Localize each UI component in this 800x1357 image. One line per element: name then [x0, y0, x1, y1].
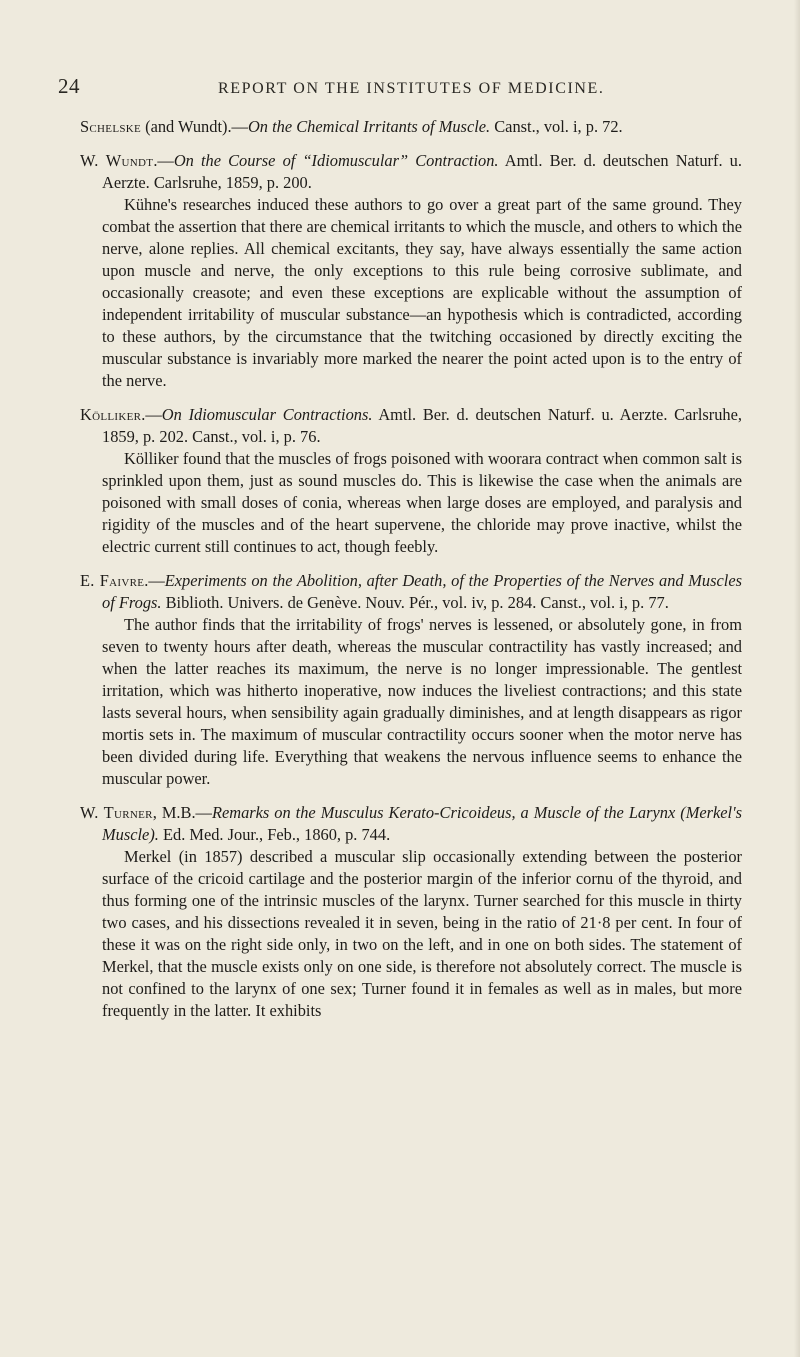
entry-title: On the Course of “Idiomuscular” Contraction. — [173, 151, 499, 170]
entry-source: Amtl. Ber. d. deutschen Naturf. u. Aerzte. Carlsruhe, 1859, p. 200. — [102, 151, 742, 192]
entry-title: On the Chemical Irritants of Muscle. — [247, 117, 491, 136]
page-edge-shadow — [794, 0, 800, 1357]
bibliography-entry — [80, 802, 742, 1022]
page-number: 24 — [58, 74, 80, 98]
entry-source: Ed. Med. Jour., Feb., 1860, p. 744. — [158, 825, 391, 844]
entry-source: Amtl. Ber. d. deutschen Naturf. u. Aerzte. Carlsruhe, 1859, p. 202. Canst., vol. i, p. 76. — [102, 405, 742, 446]
bibliography-entry — [80, 570, 742, 790]
entry-abstract: The author finds that the irritability of frogs' nerves is lessened, or absolutely gone, in from seven to twenty hours after death, whereas the muscular contractility has vastly increased; and when the latter reaches its maximum, the nerve is no longer impressionable. The gentlest irritation, which was hitherto inoperative, now induces the liveliest contractions; and this state lasts several hours, when sensibility again gradually diminishes, and at length disappears as rigor mortis sets in. The maximum of muscular contractility occurs sooner when the motor nerve has been divided during life. Everything that weakens the nervous influence seems to enhance the muscular power. — [102, 615, 742, 788]
bibliography-entry — [80, 116, 742, 138]
entry-title: Experiments on the Abolition, after Death, of the Properties of the Nerves and Muscles of Frogs. — [102, 571, 742, 612]
bibliography-entry — [80, 404, 742, 558]
entry-source: Biblioth. Univers. de Genève. Nouv. Pér., vol. iv, p. 284. Canst., vol. i, p. 77. — [161, 593, 669, 612]
entry-citation — [80, 116, 742, 138]
entry-citation — [80, 404, 742, 448]
entry-author: W. Wundt — [80, 151, 154, 170]
entry-source: Canst., vol. i, p. 72. — [490, 117, 623, 136]
entry-author: Kölliker — [80, 405, 142, 424]
bibliography-entry — [80, 150, 742, 392]
main-text — [80, 116, 742, 1034]
entry-citation — [80, 802, 742, 846]
entry-citation — [80, 150, 742, 194]
entry-lead: , M.B.— — [152, 803, 212, 822]
running-head — [58, 74, 758, 104]
entry-lead: (and Wundt).— — [141, 117, 248, 136]
entry-lead: .— — [153, 151, 174, 170]
entry-abstract: Kölliker found that the muscles of frogs poisoned with woorara contract when common salt is sprinkled upon them, just as sound muscles do. This is likewise the case when the animals are poisoned with small doses of conia, whereas when large doses are employed, and paralysis and rigidity of the muscles and of the heart supervene, the chloride may prove inactive, whilst the electric current still continues to act, though feebly. — [102, 449, 742, 556]
entry-lead: .— — [144, 571, 165, 590]
entry-title: Remarks on the Musculus Kerato-Cricoideus, a Muscle of the Larynx (Merkel's Muscle). — [102, 803, 742, 844]
entry-author: Schelske — [80, 117, 142, 136]
entry-abstract: Merkel (in 1857) described a muscular slip occasionally extending between the posterior surface of the cricoid cartilage and the posterior margin of the inferior cornu of the thyroid, and thus forming one of the intrinsic muscles of the larynx. Turner searched for this muscle in thirty two cases, and his dissections revealed it in seven, being in the ratio of 21·8 per cent. In four of these it was on the right side only, in two on the left, and in one on both sides. The statement of Merkel, that the muscle exists only on one side, is therefore not absolutely correct. The muscle is not confined to the larynx of one sex; Turner found it in females as well as in males, but more frequently in the latter. It exhibits — [102, 847, 742, 1020]
entry-citation — [80, 570, 742, 614]
entry-lead: .— — [141, 405, 162, 424]
entry-author: E. Faivre — [80, 571, 145, 590]
running-head-title: REPORT ON THE INSTITUTES OF MEDICINE. — [218, 80, 605, 97]
entry-author: W. Turner — [80, 803, 153, 822]
entry-title: On Idiomuscular Contractions. — [161, 405, 373, 424]
entry-abstract: Kühne's researches induced these authors to go over a great part of the same ground. They combat the assertion that there are chemical irritants to which the muscle, and others to which the nerve, alone replies. All chemical excitants, they say, have always essentially the same action upon muscle and nerve, the only exceptions to this rule being corrosive sublimate, and occasionally creasote; and even these exceptions are explicable without the assumption of independent irritability of muscular substance—an hypothesis which is contradicted, according to these authors, by the circumstance that the twitching occasioned by directly exciting the muscular substance is invariably more marked the nearer the point acted upon is to the entry of the nerve. — [102, 195, 742, 390]
